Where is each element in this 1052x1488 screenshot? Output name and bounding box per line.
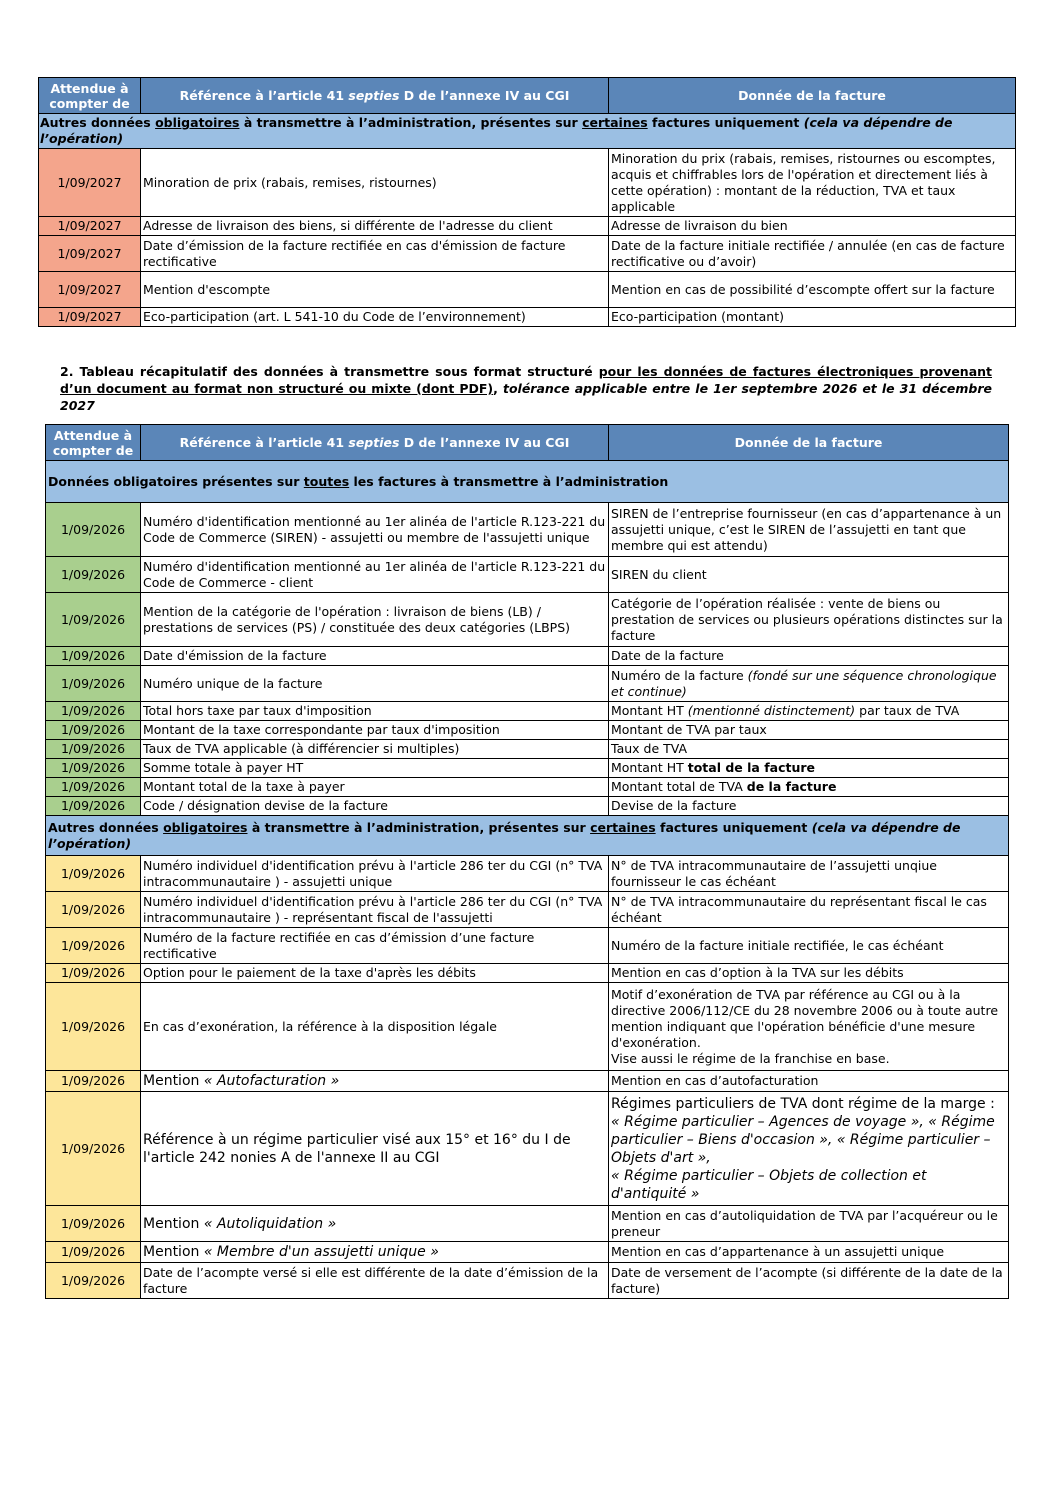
header-invoice-data: Donnée de la facture [609, 425, 1009, 461]
table-row [46, 503, 1009, 557]
row-data: Mention en cas d’option à la TVA sur les débits [609, 964, 1009, 983]
row-date: 1/09/2026 [46, 1071, 141, 1092]
row-data: Montant HT (mentionné distinctement) par taux de TVA [609, 702, 1009, 721]
row-date: 1/09/2027 [39, 308, 141, 327]
table-row [46, 964, 1009, 983]
row-date: 1/09/2027 [39, 236, 141, 272]
row-date: 1/09/2026 [46, 928, 141, 964]
row-date: 1/09/2026 [46, 892, 141, 928]
row-reference: Adresse de livraison des biens, si différente de l'adresse du client [141, 217, 609, 236]
row-data: N° de TVA intracommunautaire du représentant fiscal le cas échéant [609, 892, 1009, 928]
row-data: SIREN du client [609, 557, 1009, 593]
row-data: Montant total de TVA de la facture [609, 778, 1009, 797]
row-reference: Numéro individuel d'identification prévu à l'article 286 ter du CGI (n° TVA intracommunautaire ) - assujetti unique [141, 856, 609, 892]
table-row [39, 217, 1016, 236]
row-date: 1/09/2026 [46, 740, 141, 759]
row-reference: Numéro individuel d'identification prévu à l'article 286 ter du CGI (n° TVA intracommunautaire ) - représentant fiscal de l'assujetti [141, 892, 609, 928]
row-data: SIREN de l’entreprise fournisseur (en cas d’appartenance à un assujetti unique, c’est le SIREN de l’assujetti en tant que membre qui est attendu) [609, 503, 1009, 557]
table-row [46, 593, 1009, 647]
header-date: Attendue à compter de [46, 425, 141, 461]
row-reference: Mention d'escompte [141, 272, 609, 308]
table-row [46, 557, 1009, 593]
row-reference: Code / désignation devise de la facture [141, 797, 609, 816]
section-other-data: Autres données obligatoires à transmettre à l’administration, présentes sur certaines factures uniquement (cela va dépendre de l’opération) [39, 114, 1016, 149]
table-row [39, 272, 1016, 308]
section-all-data: Données obligatoires présentes sur toutes les factures à transmettre à l’administration [46, 461, 1009, 503]
row-data: Date de la facture [609, 647, 1009, 666]
table-row [46, 759, 1009, 778]
table-row [46, 721, 1009, 740]
table-row [46, 702, 1009, 721]
row-data: Montant HT total de la facture [609, 759, 1009, 778]
row-reference: Taux de TVA applicable (à différencier si multiples) [141, 740, 609, 759]
header-reference: Référence à l’article 41 septies D de l’annexe IV au CGI [141, 78, 609, 114]
row-reference: Mention « Membre d'un assujetti unique » [141, 1242, 609, 1263]
row-data: Date de la facture initiale rectifiée / annulée (en cas de facture rectificative ou d’avoir) [609, 236, 1016, 272]
row-reference: Date d'émission de la facture [141, 647, 609, 666]
table-row [39, 236, 1016, 272]
row-date: 1/09/2026 [46, 1263, 141, 1299]
row-data: Minoration du prix (rabais, remises, ristournes ou escomptes, acquis et chiffrables lors de l'opération et directement liés à cette opération) : montant de la réduction, TVA et taux applicable [609, 149, 1016, 217]
row-reference: Numéro d'identification mentionné au 1er alinéa de l'article R.123-221 du Code de Commerce - client [141, 557, 609, 593]
section-title: 2. Tableau récapitulatif des données à transmettre sous format structuré pour les données de factures électroniques provenant d’un document au format non structuré ou mixte (dont PDF), tolérance applicable entre le 1er septembre 2026 et le 31 décembre 2027 [60, 364, 993, 413]
table-row [39, 308, 1016, 327]
row-date: 1/09/2026 [46, 1092, 141, 1206]
row-reference: Date de l’acompte versé si elle est différente de la date d’émission de la facture [141, 1263, 609, 1299]
table-2027 [38, 77, 1016, 327]
row-data: Mention en cas d’autofacturation [609, 1071, 1009, 1092]
row-date: 1/09/2026 [46, 702, 141, 721]
row-date: 1/09/2027 [39, 149, 141, 217]
row-reference: Date d’émission de la facture rectifiée en cas d'émission de facture rectificative [141, 236, 609, 272]
row-reference: Option pour le paiement de la taxe d'après les débits [141, 964, 609, 983]
row-data: Numéro de la facture initiale rectifiée, le cas échéant [609, 928, 1009, 964]
row-date: 1/09/2026 [46, 778, 141, 797]
row-reference: Somme totale à payer HT [141, 759, 609, 778]
table-row [46, 1206, 1009, 1242]
row-data: Date de versement de l’acompte (si différente de la date de la facture) [609, 1263, 1009, 1299]
row-date: 1/09/2026 [46, 503, 141, 557]
row-reference: Minoration de prix (rabais, remises, ristournes) [141, 149, 609, 217]
table-2026 [45, 424, 1009, 1299]
table-row [46, 856, 1009, 892]
row-reference: Référence à un régime particulier visé aux 15° et 16° du I de l'article 242 nonies A de l'annexe II au CGI [141, 1092, 609, 1206]
row-data: Motif d’exonération de TVA par référence au CGI ou à la directive 2006/112/CE du 28 novembre 2006 ou à toute autre mention indiquant que l'opération bénéficie d'une mesure d'exonération. Vise aussi le régime de la franchise en base. [609, 983, 1009, 1071]
row-date: 1/09/2026 [46, 666, 141, 702]
table-row [46, 740, 1009, 759]
row-date: 1/09/2027 [39, 272, 141, 308]
table-row [46, 666, 1009, 702]
table-row [46, 797, 1009, 816]
table-header [46, 425, 1009, 461]
table-row [46, 647, 1009, 666]
row-date: 1/09/2027 [39, 217, 141, 236]
header-date: Attendue à compter de [39, 78, 141, 114]
row-date: 1/09/2026 [46, 557, 141, 593]
row-date: 1/09/2026 [46, 759, 141, 778]
row-data: Catégorie de l’opération réalisée : vente de biens ou prestation de services ou plusieurs opérations distinctes sur la facture [609, 593, 1009, 647]
row-data: Adresse de livraison du bien [609, 217, 1016, 236]
header-reference: Référence à l’article 41 septies D de l’annexe IV au CGI [141, 425, 609, 461]
row-data: N° de TVA intracommunautaire de l’assujetti unqiue fournisseur le cas échéant [609, 856, 1009, 892]
row-data: Eco-participation (montant) [609, 308, 1016, 327]
row-reference: Mention « Autofacturation » [141, 1071, 609, 1092]
row-date: 1/09/2026 [46, 797, 141, 816]
table-row [46, 1071, 1009, 1092]
table-row [46, 1242, 1009, 1263]
row-data: Devise de la facture [609, 797, 1009, 816]
table-header [39, 78, 1016, 114]
table-row [46, 1092, 1009, 1206]
row-reference: Montant de la taxe correspondante par taux d'imposition [141, 721, 609, 740]
table-row [46, 778, 1009, 797]
row-reference: Numéro d'identification mentionné au 1er alinéa de l'article R.123-221 du Code de Commerce (SIREN) - assujetti ou membre de l'assujetti unique [141, 503, 609, 557]
row-date: 1/09/2026 [46, 593, 141, 647]
row-reference: Total hors taxe par taux d'imposition [141, 702, 609, 721]
row-reference: Numéro unique de la facture [141, 666, 609, 702]
row-data: Mention en cas d’appartenance à un assujetti unique [609, 1242, 1009, 1263]
row-data: Régimes particuliers de TVA dont régime de la marge : « Régime particulier – Agences de voyage », « Régime particulier – Biens d'occasion », « Régime particulier – Objets d'art », « Régime particulier – Objets de collection et d'antiquité » [609, 1092, 1009, 1206]
row-reference: Montant total de la taxe à payer [141, 778, 609, 797]
table-row [46, 1263, 1009, 1299]
row-date: 1/09/2026 [46, 721, 141, 740]
table-row [39, 149, 1016, 217]
row-reference: En cas d’exonération, la référence à la disposition légale [141, 983, 609, 1071]
row-data: Taux de TVA [609, 740, 1009, 759]
row-date: 1/09/2026 [46, 647, 141, 666]
section-other-data: Autres données obligatoires à transmettre à l’administration, présentes sur certaines factures uniquement (cela va dépendre de l’opération) [46, 816, 1009, 856]
row-date: 1/09/2026 [46, 983, 141, 1071]
table-row [46, 928, 1009, 964]
row-reference: Mention « Autoliquidation » [141, 1206, 609, 1242]
row-date: 1/09/2026 [46, 1242, 141, 1263]
header-invoice-data: Donnée de la facture [609, 78, 1016, 114]
row-data: Mention en cas d’autoliquidation de TVA par l’acquéreur ou le preneur [609, 1206, 1009, 1242]
row-data: Mention en cas de possibilité d’escompte offert sur la facture [609, 272, 1016, 308]
row-date: 1/09/2026 [46, 1206, 141, 1242]
table-row [46, 892, 1009, 928]
row-date: 1/09/2026 [46, 856, 141, 892]
row-data: Numéro de la facture (fondé sur une séquence chronologique et continue) [609, 666, 1009, 702]
row-data: Montant de TVA par taux [609, 721, 1009, 740]
row-reference: Numéro de la facture rectifiée en cas d’émission d’une facture rectificative [141, 928, 609, 964]
row-reference: Mention de la catégorie de l'opération : livraison de biens (LB) / prestations de services (PS) / constituée des deux catégories (LBPS) [141, 593, 609, 647]
row-date: 1/09/2026 [46, 964, 141, 983]
table-row [46, 983, 1009, 1071]
row-reference: Eco-participation (art. L 541-10 du Code de l’environnement) [141, 308, 609, 327]
